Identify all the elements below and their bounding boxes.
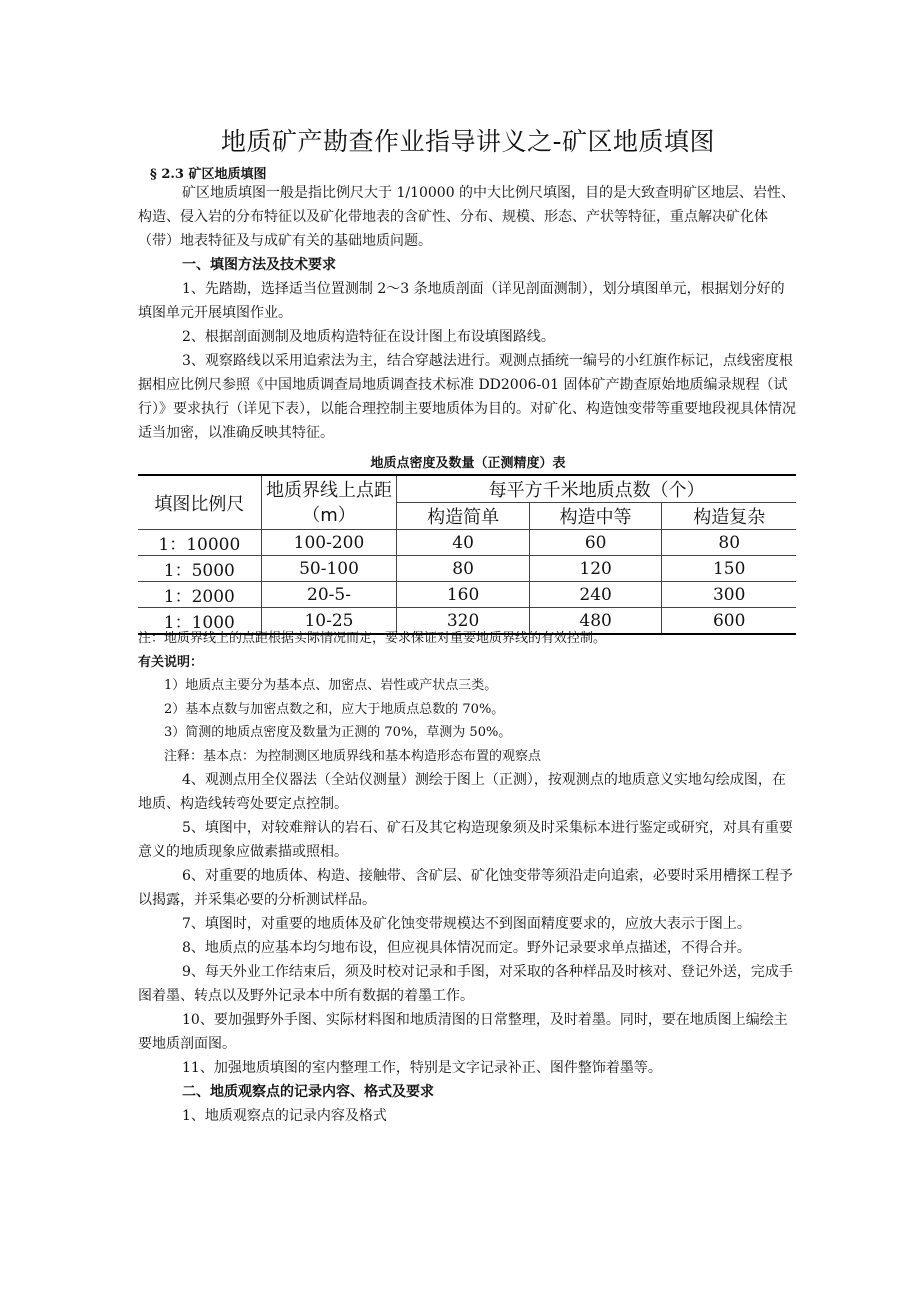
cell: 10-25: [261, 608, 397, 635]
notes-block: [138, 627, 798, 1128]
header-complex: 构造复杂: [662, 503, 796, 530]
cell: 300: [662, 582, 796, 608]
cell: 40: [397, 530, 530, 556]
remark-annotation: 注释：基本点：为控制测区地质界线和基本构造形态布置的观察点: [164, 748, 542, 764]
cell: 20-5-: [261, 582, 397, 608]
heading-observation-records: 二、地质观察点的记录内容、格式及要求: [182, 1084, 434, 1100]
header-scale: 填图比例尺: [138, 475, 261, 530]
cell: 50-100: [261, 556, 397, 582]
step-8: 8、地质点的应基本均匀地布设，但应视具体情况而定。野外记录要求单点描述，不得合并。: [182, 940, 751, 956]
header-medium: 构造中等: [529, 503, 662, 530]
cell: 160: [397, 582, 530, 608]
header-count: 每平方千米地质点数（个）: [397, 475, 796, 503]
remarks-label: 有关说明：: [138, 654, 204, 670]
intro-paragraph: 矿区地质填图一般是指比例尺大于 1/10000 的中大比例尺填图，目的是大致查明矿区地层、岩性、构造、侵入岩的分布特征以及矿化带地表的含矿性、分布、规模、形态、产状等特征，重点解决矿化体（带）地表特征及与成矿有关的基础地质问题。: [138, 185, 796, 249]
step-2: 2、根据剖面测制及地质构造特征在设计图上布设填图路线。: [182, 329, 555, 345]
density-table: [138, 474, 796, 635]
cell: 80: [397, 556, 530, 582]
step-11: 11、加强地质填图的室内整理工作，特别是文字记录补正、图件整饰着墨等。: [182, 1060, 662, 1076]
step-4: 4、观测点用全仪器法（全站仪测量）测绘于图上（正测），按观测点的地质意义实地勾绘成图，在地质、构造线转弯处要定点控制。: [138, 772, 786, 812]
step-1: 1、先踏勘，选择适当位置测制 2～3 条地质剖面（详见剖面测制），划分填图单元，根据划分好的填图单元开展填图作业。: [138, 281, 785, 321]
cell: 240: [529, 582, 662, 608]
cell: 600: [662, 608, 796, 635]
table-row: [138, 556, 796, 582]
step-9: 9、每天外业工作结束后，须及时校对记录和手图，对采取的各种样品及时核对、登记外送，完成手图着墨、转点以及野外记录本中所有数据的着墨工作。: [138, 964, 793, 1004]
cell: 1：10000: [138, 530, 261, 556]
step-6: 6、对重要的地质体、构造、接触带、含矿层、矿化蚀变带等须沿走向追索，必要时采用槽探工程予以揭露，并采集必要的分析测试样品。: [138, 868, 793, 908]
document-title: 地质矿产勘查作业指导讲义之-矿区地质填图: [220, 127, 716, 156]
cell: 1：1000: [138, 608, 261, 635]
table-caption: 地质点密度及数量（正测精度）表: [370, 456, 566, 471]
remark-1: 1）地质点主要分为基本点、加密点、岩性或产状点三类。: [164, 678, 498, 693]
table-header-row: [138, 475, 796, 503]
remark-3: 3）简测的地质点密度及数量为正测的 70%，草测为 50%。: [164, 725, 512, 740]
table-row: [138, 530, 796, 556]
intro-block: [138, 181, 798, 445]
step-5: 5、填图中，对较难辩认的岩石、矿石及其它构造现象须及时采集标本进行鉴定或研究，对具有重要意义的地质现象应做素描或照相。: [138, 820, 793, 860]
step-10: 10、要加强野外手图、实际材料图和地质清图的日常整理，及时着墨。同时，要在地质图上编绘主要地质剖面图。: [138, 1012, 788, 1052]
cell: 320: [397, 608, 530, 635]
observation-item-1: 1、地质观察点的记录内容及格式: [182, 1108, 387, 1124]
remark-2: 2）基本点数与加密点数之和，应大于地质点总数的 70%。: [164, 701, 505, 717]
cell: 480: [529, 608, 662, 635]
section-id: § 2.3 矿区地质填图: [150, 167, 267, 182]
table-row: [138, 582, 796, 608]
header-spacing: 地质界线上点距（m）: [261, 475, 397, 530]
cell: 1：5000: [138, 556, 261, 582]
step-7: 7、填图时，对重要的地质体及矿化蚀变带规模达不到图面精度要求的，应放大表示于图上。: [182, 916, 751, 932]
cell: 100-200: [261, 530, 397, 556]
table-note: 注：地质界线上的点距根据实际情况而定，要求保证对重要地质界线的有效控制。: [138, 631, 607, 646]
cell: 120: [529, 556, 662, 582]
cell: 150: [662, 556, 796, 582]
cell: 80: [662, 530, 796, 556]
cell: 60: [529, 530, 662, 556]
cell: 1：2000: [138, 582, 261, 608]
heading-filling-methods: 一、填图方法及技术要求: [182, 257, 336, 273]
header-simple: 构造简单: [397, 503, 530, 530]
step-3: 3、观察路线以采用追索法为主，结合穿越法进行。观测点插统一编号的小红旗作标记，点线密度根据相应比例尺参照《中国地质调查局地质调查技术标准 DD2006-01 固体矿产勘查原始地质编录规程（试行）》要求执行（详见下表），以能合理控制主要地质体为目的。对矿化、构造蚀变带等重要地段视具体情况适当加密，以准确反映其特征。: [138, 353, 796, 441]
